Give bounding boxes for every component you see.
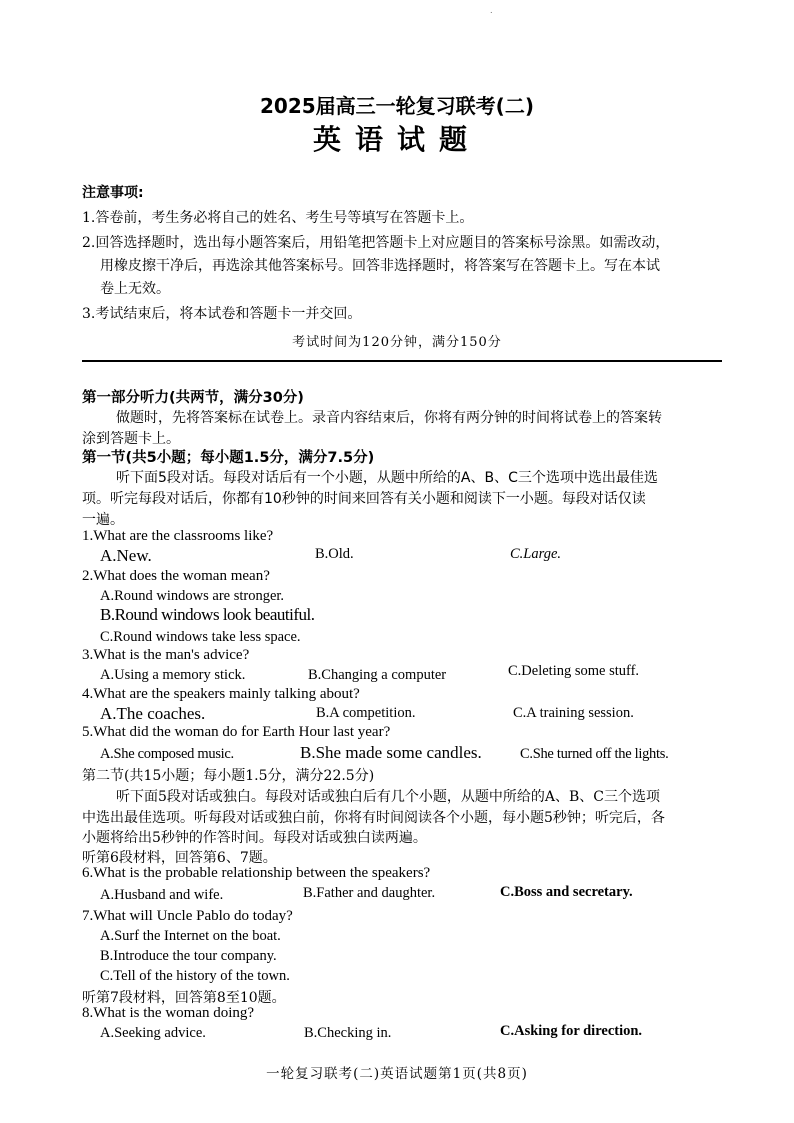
section2-intro: 小题将给出5秒钟的作答时间。每段对话或独白读两遍。 — [82, 830, 427, 846]
option-c: C.Large. — [510, 546, 562, 562]
part1-heading: 第一部分听力(共两节，满分30分) — [82, 390, 304, 406]
notice-item: 2.回答选择题时，选出每小题答案后，用铅笔把答题卡上对应题目的答案标号涂黑。如需改动， — [82, 235, 670, 251]
option-c: C.Boss and secretary. — [500, 884, 633, 900]
option-b: B.Father and daughter. — [303, 885, 436, 901]
part1-intro: 做题时，先将答案标在试卷上。录音内容结束后，你将有两分钟的时间将试卷上的答案转 — [116, 410, 662, 426]
question-4: 4.What are the speakers mainly talking about? — [82, 686, 360, 702]
notice-item: 1.答卷前，考生务必将自己的姓名、考生号等填写在答题卡上。 — [82, 210, 474, 226]
option-a: A.Seeking advice. — [100, 1025, 206, 1041]
option-b: B.Introduce the tour company. — [100, 948, 277, 964]
page-footer: 一轮复习联考(二)英语试题第1页(共8页) — [266, 1066, 528, 1082]
question-8: 8.What is the woman doing? — [82, 1005, 255, 1021]
notice-heading: 注意事项: — [82, 185, 144, 201]
section2-intro: 听下面5段对话或独白。每段对话或独白后有几个小题，从题中所给的A、B、C三个选项 — [116, 789, 661, 805]
option-a: A.Surf the Internet on the boat. — [100, 928, 281, 944]
section1-intro: 一遍。 — [82, 512, 124, 528]
section1-heading: 第一节(共5小题；每小题1.5分，满分7.5分) — [82, 450, 375, 466]
option-a: A.Husband and wife. — [100, 887, 224, 903]
option-a: A.New. — [100, 546, 152, 565]
part1-intro: 涂到答题卡上。 — [82, 431, 180, 447]
notice-item: 3.考试结束后，将本试卷和答题卡一并交回。 — [82, 306, 362, 322]
question-5: 5.What did the woman do for Earth Hour last year? — [82, 724, 391, 740]
notice-item: 卷上无效。 — [100, 281, 170, 297]
option-c: C.She turned off the lights. — [520, 746, 669, 762]
option-b: B.Old. — [315, 546, 354, 562]
exam-title: 2025届高三一轮复习联考(二) — [260, 94, 534, 118]
option-b: B.A competition. — [316, 705, 416, 721]
option-b: B.Round windows look beautiful. — [100, 605, 315, 624]
notice-item: 用橡皮擦干净后，再选涂其他答案标号。回答非选择题时，将答案写在答题卡上。写在本试 — [100, 258, 660, 274]
question-6: 6.What is the probable relationship between the speakers? — [82, 865, 431, 881]
section2-heading: 第二节(共15小题；每小题1.5分，满分22.5分) — [82, 768, 375, 784]
material-6-label: 听第6段材料，回答第6、7题。 — [82, 850, 277, 866]
question-1: 1.What are the classrooms like? — [82, 528, 274, 544]
question-3: 3.What is the man's advice? — [82, 647, 250, 663]
option-b: B.Changing a computer — [308, 667, 447, 683]
option-a: A.Round windows are stronger. — [100, 588, 285, 604]
option-c: C.Asking for direction. — [500, 1023, 643, 1039]
page-dot: . — [490, 6, 493, 15]
divider — [82, 360, 722, 362]
option-c: C.Round windows take less space. — [100, 629, 301, 645]
section1-intro: 听下面5段对话。每段对话后有一个小题，从题中所给的A、B、C三个选项中选出最佳选 — [116, 470, 658, 486]
section1-intro: 项。听完每段对话后，你都有10秒钟的时间来回答有关小题和阅读下一小题。每段对话仅读 — [82, 491, 646, 507]
option-a: A.The coaches. — [100, 704, 206, 723]
exam-time: 考试时间为120分钟，满分150分 — [292, 335, 502, 350]
question-2: 2.What does the woman mean? — [82, 568, 270, 584]
option-c: C.Deleting some stuff. — [508, 663, 640, 679]
option-b: B.Checking in. — [304, 1025, 392, 1041]
option-a: A.Using a memory stick. — [100, 667, 246, 683]
option-a: A.She composed music. — [100, 746, 234, 762]
option-b: B.She made some candles. — [300, 743, 482, 762]
question-7: 7.What will Uncle Pablo do today? — [82, 908, 293, 924]
option-c: C.Tell of the history of the town. — [100, 968, 290, 984]
subject-title: 英语试题 — [312, 123, 481, 156]
material-7-label: 听第7段材料，回答第8至10题。 — [82, 990, 286, 1006]
option-c: C.A training session. — [513, 705, 634, 721]
section2-intro: 中选出最佳选项。听每段对话或独白前，你将有时间阅读各个小题，每小题5秒钟；听完后，各 — [82, 810, 665, 826]
